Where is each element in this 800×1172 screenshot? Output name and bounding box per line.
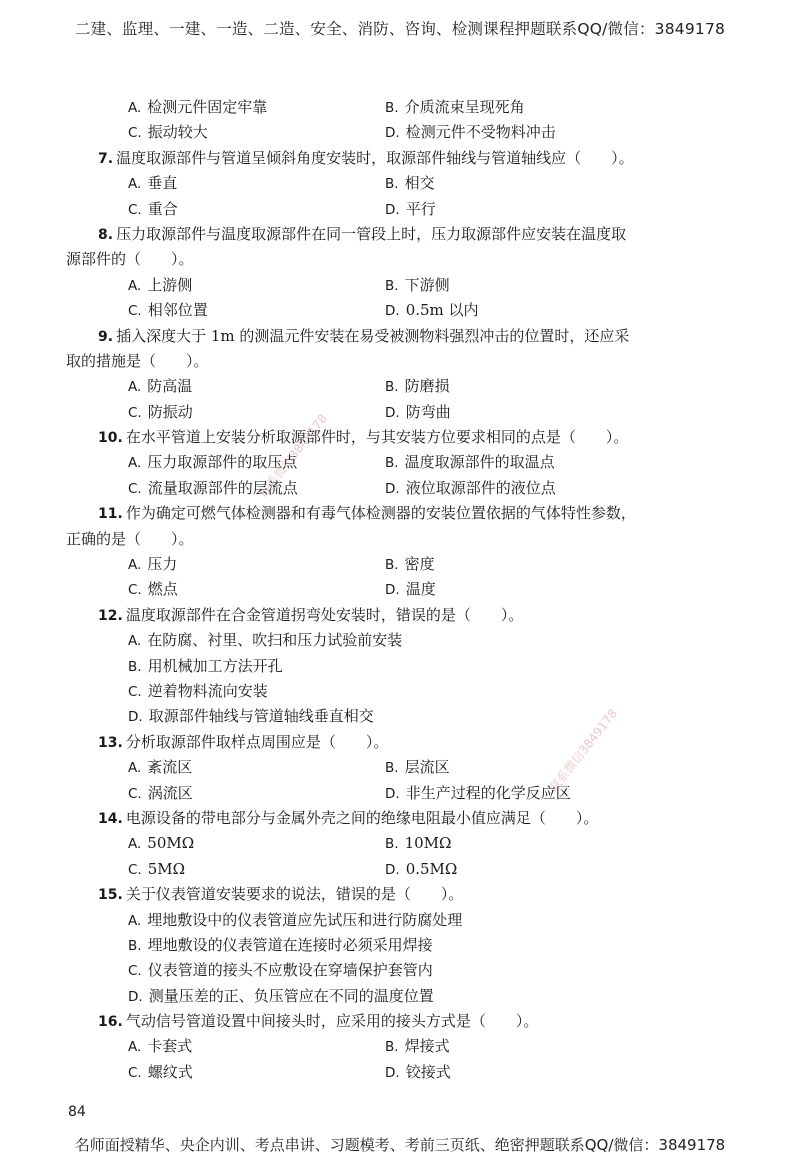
option-letter: B. bbox=[128, 937, 142, 954]
option-b: B. 介质流束呈现死角 bbox=[385, 98, 525, 116]
question-8 bbox=[66, 222, 746, 324]
option-letter: B. bbox=[385, 1039, 399, 1056]
option-row bbox=[66, 755, 746, 780]
question-stem bbox=[66, 1009, 746, 1034]
option-text: 液位取源部件的液位点 bbox=[405, 478, 556, 497]
option-row bbox=[66, 1060, 746, 1085]
stem-text: 源部件的（ ）。 bbox=[66, 250, 194, 269]
option-c bbox=[128, 857, 385, 882]
option-c bbox=[128, 298, 385, 323]
option-text: 相交 bbox=[404, 174, 435, 193]
question-9 bbox=[66, 324, 746, 426]
option-d bbox=[385, 400, 642, 425]
option-row bbox=[66, 577, 746, 602]
option-text: 层流区 bbox=[404, 758, 450, 777]
option-letter: C. bbox=[128, 404, 142, 421]
stem-line bbox=[66, 222, 746, 247]
option-letter: B. bbox=[385, 379, 399, 396]
option-row bbox=[66, 476, 746, 501]
option-letter: C. bbox=[128, 861, 142, 878]
option-a bbox=[128, 273, 385, 298]
option-text: 0.5m 以内 bbox=[405, 301, 479, 320]
option-text: 卡套式 bbox=[147, 1037, 193, 1056]
option-text: 下游侧 bbox=[404, 275, 450, 294]
question-13 bbox=[66, 730, 746, 806]
option-c bbox=[128, 781, 385, 806]
stem-text: 压力取源部件与温度取源部件在同一管段上时，压力取源部件应安装在温度取 bbox=[116, 224, 627, 243]
option-row bbox=[66, 1034, 746, 1059]
question-list bbox=[66, 95, 746, 1085]
option-text: 埋地敷设的仪表管道在连接时必须采用焊接 bbox=[147, 935, 433, 954]
question-number: 15. bbox=[98, 887, 123, 904]
option-row bbox=[66, 450, 746, 475]
option-letter: A. bbox=[128, 379, 142, 396]
option-a bbox=[128, 1034, 385, 1059]
option-letter: A. bbox=[128, 277, 142, 294]
option-row bbox=[66, 781, 746, 806]
stem-line bbox=[66, 146, 746, 171]
option-d bbox=[385, 298, 642, 323]
option-text: 螺纹式 bbox=[147, 1062, 193, 1081]
page-header: 二建、监理、一建、一造、二造、安全、消防、咨询、检测课程押题联系QQ/微信：3849178 bbox=[74, 20, 726, 38]
option-text: 10MΩ bbox=[404, 834, 452, 853]
watermark-1: 联系微信3849178 bbox=[256, 411, 331, 500]
option-letter: D. bbox=[385, 480, 400, 497]
stem-text: 分析取源部件取样点周围应是（ ）。 bbox=[125, 732, 389, 751]
option-text: 平行 bbox=[405, 199, 436, 218]
option-letter: C. bbox=[128, 1064, 142, 1081]
option-text: 逆着物料流向安装 bbox=[147, 681, 268, 700]
watermark-2: 联系微信3849178 bbox=[546, 706, 621, 795]
option-text: 仪表管道的接头不应敷设在穿墙保护套管内 bbox=[147, 961, 433, 980]
option-d bbox=[385, 857, 642, 882]
option-b bbox=[385, 755, 642, 780]
option-b bbox=[385, 552, 642, 577]
option-row bbox=[66, 273, 746, 298]
option-a bbox=[128, 552, 385, 577]
option-text: 埋地敷设中的仪表管道应先试压和进行防腐处理 bbox=[147, 910, 463, 929]
option-text: 非生产过程的化学反应区 bbox=[405, 783, 571, 802]
question-12 bbox=[66, 603, 746, 730]
option-row bbox=[66, 552, 746, 577]
option-text: 密度 bbox=[404, 555, 435, 574]
option-text: 流量取源部件的层流点 bbox=[147, 478, 298, 497]
stem-line bbox=[66, 324, 746, 349]
question-10 bbox=[66, 425, 746, 501]
option-b bbox=[66, 654, 746, 679]
option-letter: D. bbox=[128, 709, 143, 726]
stem-text: 关于仪表管道安装要求的说法，错误的是（ ）。 bbox=[125, 885, 464, 904]
page-number: 84 bbox=[68, 1104, 86, 1120]
option-b bbox=[66, 933, 746, 958]
option-letter: C. bbox=[128, 683, 142, 700]
option-d bbox=[385, 476, 642, 501]
option-letter: C. bbox=[128, 963, 142, 980]
stem-line bbox=[66, 527, 746, 552]
option-b bbox=[385, 1034, 642, 1059]
option-c: C. 振动较大 bbox=[128, 123, 208, 142]
option-a: A. 检测元件固定牢靠 bbox=[128, 98, 268, 116]
option-text: 紊流区 bbox=[147, 758, 193, 777]
option-letter: B. bbox=[128, 658, 142, 675]
option-text: 温度 bbox=[405, 580, 436, 599]
option-c bbox=[128, 476, 385, 501]
option-row bbox=[66, 400, 746, 425]
option-text: 垂直 bbox=[147, 174, 178, 193]
option-letter: D. bbox=[385, 861, 400, 878]
option-a bbox=[66, 908, 746, 933]
stem-line bbox=[66, 425, 746, 450]
option-row bbox=[66, 374, 746, 399]
question-number: 11. bbox=[98, 506, 123, 523]
option-letter: D. bbox=[128, 988, 143, 1005]
option-b bbox=[385, 450, 642, 475]
question-stem bbox=[66, 146, 746, 171]
option-text: 防振动 bbox=[147, 402, 193, 421]
option-letter: A. bbox=[128, 1039, 142, 1056]
option-c bbox=[66, 679, 746, 704]
option-d bbox=[66, 984, 746, 1009]
question-number: 12. bbox=[98, 607, 123, 624]
question-number: 9. bbox=[98, 328, 114, 345]
option-letter: D. bbox=[385, 785, 400, 802]
option-text: 防弯曲 bbox=[405, 402, 451, 421]
stem-line bbox=[66, 1009, 746, 1034]
question-stem bbox=[66, 882, 746, 907]
option-text: 相邻位置 bbox=[147, 301, 208, 320]
option-row bbox=[66, 171, 746, 196]
option-text: 用机械加工方法开孔 bbox=[147, 656, 283, 675]
option-d bbox=[385, 577, 642, 602]
question-number: 14. bbox=[98, 810, 123, 827]
option-text: 焊接式 bbox=[404, 1037, 450, 1056]
option-row bbox=[66, 120, 746, 145]
question-stem bbox=[66, 501, 746, 552]
option-row bbox=[66, 298, 746, 323]
question-stem bbox=[66, 730, 746, 755]
option-a bbox=[128, 171, 385, 196]
option-letter: A. bbox=[128, 836, 142, 853]
option-c bbox=[128, 197, 385, 222]
question-number: 13. bbox=[98, 734, 123, 751]
option-text: 压力取源部件的取压点 bbox=[147, 453, 298, 472]
option-a bbox=[128, 374, 385, 399]
question-stem bbox=[66, 324, 746, 375]
option-d bbox=[385, 197, 642, 222]
option-letter: A. bbox=[128, 912, 142, 929]
stem-line bbox=[66, 603, 746, 628]
option-letter: B. bbox=[385, 836, 399, 853]
stem-line bbox=[66, 882, 746, 907]
option-b bbox=[385, 171, 642, 196]
option-d: D. 检测元件不受物料冲击 bbox=[385, 123, 556, 142]
option-letter: C. bbox=[128, 303, 142, 320]
stem-text: 在水平管道上安装分析取源部件时，与其安装方位要求相同的点是（ ）。 bbox=[125, 428, 629, 447]
option-text: 50MΩ bbox=[147, 834, 195, 853]
option-text: 取源部件轴线与管道轴线垂直相交 bbox=[148, 707, 374, 726]
option-letter: B. bbox=[385, 760, 399, 777]
stem-text: 温度取源部件在合金管道拐弯处安装时，错误的是（ ）。 bbox=[125, 605, 524, 624]
option-row bbox=[66, 197, 746, 222]
stem-text: 气动信号管道设置中间接头时，应采用的接头方式是（ ）。 bbox=[125, 1012, 539, 1031]
stem-text: 正确的是（ ）。 bbox=[66, 529, 194, 548]
option-letter: B. bbox=[385, 277, 399, 294]
option-text: 铰接式 bbox=[405, 1062, 451, 1081]
page-footer: 名师面授精华、央企内训、考点串讲、习题模考、考前三页纸、绝密押题联系QQ/微信：3849178 bbox=[74, 1136, 726, 1154]
option-text: 防磨损 bbox=[404, 377, 450, 396]
option-text: 5MΩ bbox=[147, 859, 186, 878]
question-number: 16. bbox=[98, 1014, 123, 1031]
question-number: 10. bbox=[98, 430, 123, 447]
option-d bbox=[385, 781, 642, 806]
question-stem bbox=[66, 222, 746, 273]
option-row bbox=[66, 857, 746, 882]
option-letter: C. bbox=[128, 582, 142, 599]
question-number: 8. bbox=[98, 226, 114, 243]
option-letter: A. bbox=[128, 760, 142, 777]
stem-text: 插入深度大于 1m 的测温元件安装在易受被测物料强烈冲击的位置时，还应采 bbox=[116, 326, 630, 345]
stem-line bbox=[66, 501, 746, 526]
option-letter: C. bbox=[128, 480, 142, 497]
question-7 bbox=[66, 146, 746, 222]
stem-text: 取的措施是（ ）。 bbox=[66, 351, 209, 370]
option-b bbox=[385, 273, 642, 298]
option-text: 重合 bbox=[147, 199, 178, 218]
option-c bbox=[128, 1060, 385, 1085]
option-letter: D. bbox=[385, 1064, 400, 1081]
option-c bbox=[128, 577, 385, 602]
stem-line bbox=[66, 730, 746, 755]
question-stem bbox=[66, 603, 746, 628]
question-stem bbox=[66, 425, 746, 450]
option-letter: B. bbox=[385, 176, 399, 193]
option-text: 0.5MΩ bbox=[405, 859, 458, 878]
option-text: 压力 bbox=[147, 555, 178, 574]
option-text: 在防腐、衬里、吹扫和压力试验前安装 bbox=[147, 631, 403, 650]
option-d bbox=[385, 1060, 642, 1085]
option-letter: B. bbox=[385, 455, 399, 472]
question-14 bbox=[66, 806, 746, 882]
option-letter: D. bbox=[385, 582, 400, 599]
option-a bbox=[66, 628, 746, 653]
option-text: 防高温 bbox=[147, 377, 193, 396]
option-text: 燃点 bbox=[147, 580, 178, 599]
question-15 bbox=[66, 882, 746, 1009]
option-a bbox=[128, 831, 385, 856]
option-a bbox=[128, 450, 385, 475]
option-d bbox=[66, 704, 746, 729]
option-letter: A. bbox=[128, 455, 142, 472]
question-11 bbox=[66, 501, 746, 603]
option-letter: B. bbox=[385, 557, 399, 574]
option-letter: A. bbox=[128, 176, 142, 193]
option-letter: C. bbox=[128, 785, 142, 802]
option-b bbox=[385, 374, 642, 399]
option-letter: A. bbox=[128, 633, 142, 650]
question-number: 7. bbox=[98, 150, 114, 167]
option-text: 上游侧 bbox=[147, 275, 193, 294]
option-letter: D. bbox=[385, 404, 400, 421]
option-letter: D. bbox=[385, 303, 400, 320]
option-row bbox=[66, 95, 746, 120]
option-letter: C. bbox=[128, 201, 142, 218]
option-letter: A. bbox=[128, 557, 142, 574]
option-text: 测量压差的正、负压管应在不同的温度位置 bbox=[148, 986, 434, 1005]
question-stem bbox=[66, 806, 746, 831]
option-row bbox=[66, 831, 746, 856]
question-16 bbox=[66, 1009, 746, 1085]
option-text: 温度取源部件的取温点 bbox=[404, 453, 555, 472]
stem-line bbox=[66, 349, 746, 374]
stem-text: 作为确定可燃气体检测器和有毒气体检测器的安装位置依据的气体特性参数， bbox=[125, 504, 636, 523]
option-letter: D. bbox=[385, 201, 400, 218]
stem-line bbox=[66, 806, 746, 831]
option-text: 涡流区 bbox=[147, 783, 193, 802]
stem-text: 温度取源部件与管道呈倾斜角度安装时，取源部件轴线与管道轴线应（ ）。 bbox=[116, 148, 634, 167]
option-c bbox=[128, 400, 385, 425]
stem-line bbox=[66, 247, 746, 272]
option-c bbox=[66, 958, 746, 983]
stem-text: 电源设备的带电部分与金属外壳之间的绝缘电阻最小值应满足（ ）。 bbox=[125, 808, 599, 827]
option-b bbox=[385, 831, 642, 856]
option-a bbox=[128, 755, 385, 780]
